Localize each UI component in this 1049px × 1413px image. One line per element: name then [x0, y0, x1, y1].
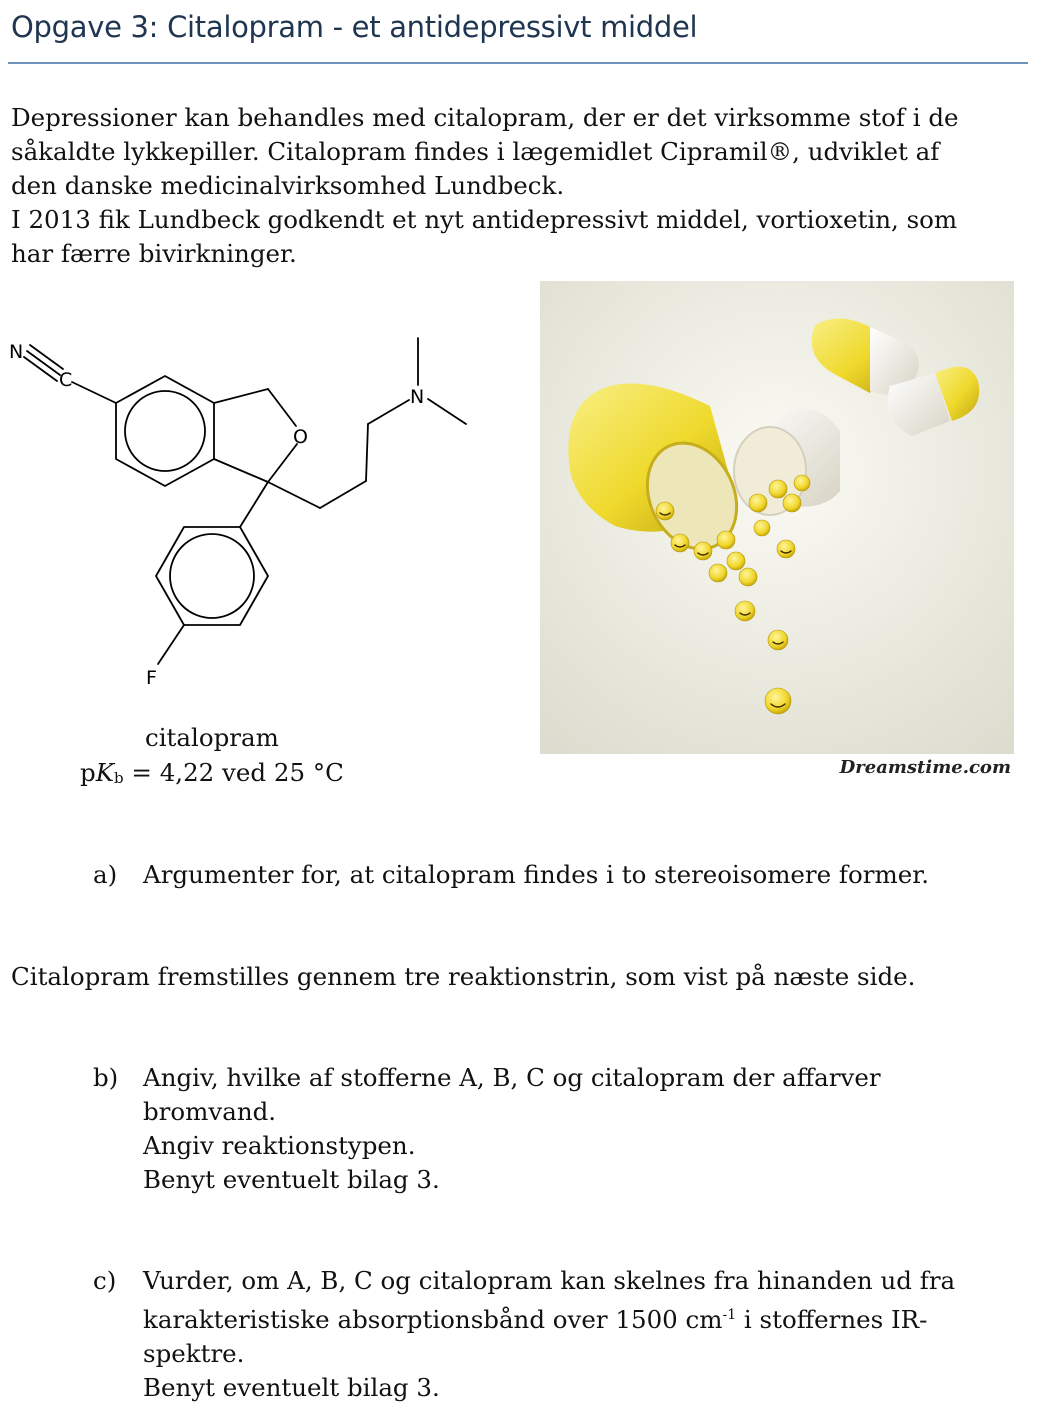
question-label: c)	[93, 1266, 117, 1295]
question-a	[93, 858, 1033, 892]
pkb-text: = 4,22 ved 25 °C	[123, 758, 344, 787]
intro-paragraph	[11, 101, 1031, 271]
question-line: spektre.	[143, 1339, 245, 1368]
atom-label: C	[59, 369, 73, 391]
pkb-k: K	[95, 758, 114, 787]
title-underline	[8, 62, 1028, 64]
question-c	[93, 1264, 1033, 1405]
atom-label: N	[410, 386, 425, 408]
question-b	[93, 1061, 1033, 1197]
question-label: b)	[93, 1063, 119, 1092]
question-line: Vurder, om A, B, C og citalopram kan skelnes fra hinanden ud fra	[143, 1266, 956, 1295]
intro-line: har færre bivirkninger.	[11, 239, 297, 268]
middle-text: Citalopram fremstilles gennem tre reaktionstrin, som vist på næste side.	[11, 962, 916, 991]
atom-label: O	[293, 426, 308, 448]
question-text: i stoffernes IR-	[736, 1305, 928, 1334]
question-line: Angiv reaktionstypen.	[143, 1131, 416, 1160]
question-line: Benyt eventuelt bilag 3.	[143, 1165, 440, 1194]
page-title: Opgave 3: Citalopram - et antidepressivt middel	[11, 10, 698, 44]
pkb-value	[80, 756, 344, 795]
question-line	[143, 1298, 1033, 1337]
intro-line: den danske medicinalvirksomhed Lundbeck.	[11, 171, 565, 200]
photo-credit: Dreamstime.com	[839, 757, 1011, 778]
pkb-p: p	[80, 758, 96, 787]
pkb-subscript: b	[114, 769, 124, 787]
question-label: a)	[93, 860, 118, 889]
capsule-photo	[540, 281, 1014, 754]
intro-line: såkaldte lykkepiller. Citalopram findes i lægemidlet Cipramil®, udviklet af	[11, 137, 940, 166]
question-line: Angiv, hvilke af stofferne A, B, C og citalopram der affarver	[143, 1063, 881, 1092]
atom-label: N	[9, 341, 24, 363]
intro-line: Depressioner kan behandles med citalopram, der er det virksomme stof i de	[11, 103, 959, 132]
question-line: Argumenter for, at citalopram findes i to stereoisomere former.	[143, 860, 929, 889]
question-text: karakteristiske absorptionsbånd over 1500 cm	[143, 1305, 723, 1334]
atom-label: F	[146, 667, 157, 689]
question-line: Benyt eventuelt bilag 3.	[143, 1373, 440, 1402]
unit-superscript: -1	[722, 1307, 737, 1323]
question-line: bromvand.	[143, 1097, 277, 1126]
compound-name: citalopram	[145, 723, 279, 752]
intro-line: I 2013 fik Lundbeck godkendt et nyt antidepressivt middel, vortioxetin, som	[11, 205, 958, 234]
